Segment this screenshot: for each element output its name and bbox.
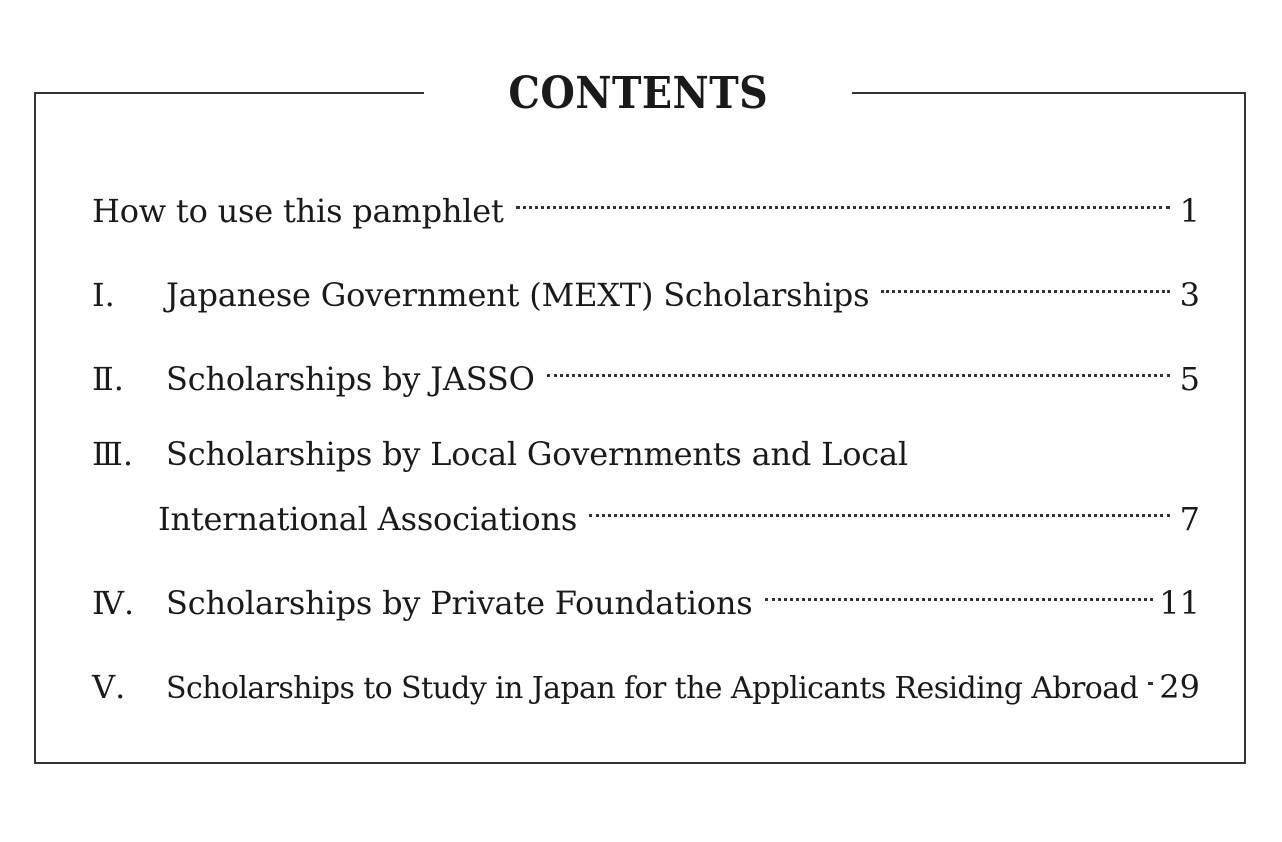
title-area bbox=[424, 62, 852, 126]
toc-page-number: 5 bbox=[1179, 360, 1200, 398]
toc-entry-label: Scholarships to Study in Japan for the Applicants Residing Abroad bbox=[166, 671, 1139, 706]
toc-page-number: 3 bbox=[1179, 276, 1200, 314]
toc-entry-number: Ⅳ. bbox=[92, 584, 135, 622]
toc-entry-label: How to use this pamphlet bbox=[92, 192, 504, 230]
toc-page-number: 7 bbox=[1179, 500, 1200, 538]
toc-entry-label: Scholarships by Private Foundations bbox=[166, 584, 753, 622]
toc-entry-number: Ⅱ. bbox=[92, 360, 124, 398]
toc-entry-private-foundations[interactable] bbox=[92, 574, 1200, 622]
toc-entry-mext[interactable] bbox=[92, 266, 1200, 314]
toc-entry-how-to-use[interactable] bbox=[92, 182, 1200, 230]
toc-entry-label: Japanese Government (MEXT) Scholarships bbox=[166, 276, 870, 314]
toc-entry-study-from-abroad[interactable] bbox=[92, 658, 1200, 706]
toc-dot-leader bbox=[589, 490, 1170, 530]
toc-dot-leader bbox=[881, 266, 1170, 306]
toc-entry-label: Scholarships by JASSO bbox=[166, 360, 535, 398]
toc-entry-local-governments[interactable] bbox=[92, 434, 1200, 474]
toc-entry-number: Ⅰ. bbox=[92, 276, 115, 314]
page-title: CONTENTS bbox=[508, 68, 768, 119]
toc-page-number: 11 bbox=[1159, 584, 1200, 622]
toc-page-number: 29 bbox=[1159, 668, 1200, 706]
toc-entry-label: Scholarships by Local Governments and Local bbox=[166, 435, 908, 473]
toc-page-number: 1 bbox=[1179, 192, 1200, 230]
toc-entry-local-governments-continued[interactable] bbox=[92, 490, 1200, 538]
toc-dot-leader bbox=[516, 182, 1170, 222]
toc-dot-leader bbox=[765, 574, 1154, 614]
toc-entry-label-continued: International Associations bbox=[158, 500, 578, 538]
toc-dot-leader bbox=[1148, 658, 1153, 698]
toc-entry-number: Ⅲ. bbox=[92, 435, 134, 473]
toc-entry-jasso[interactable] bbox=[92, 350, 1200, 398]
toc-entry-number: Ⅴ. bbox=[92, 668, 126, 706]
toc-dot-leader bbox=[547, 350, 1170, 390]
